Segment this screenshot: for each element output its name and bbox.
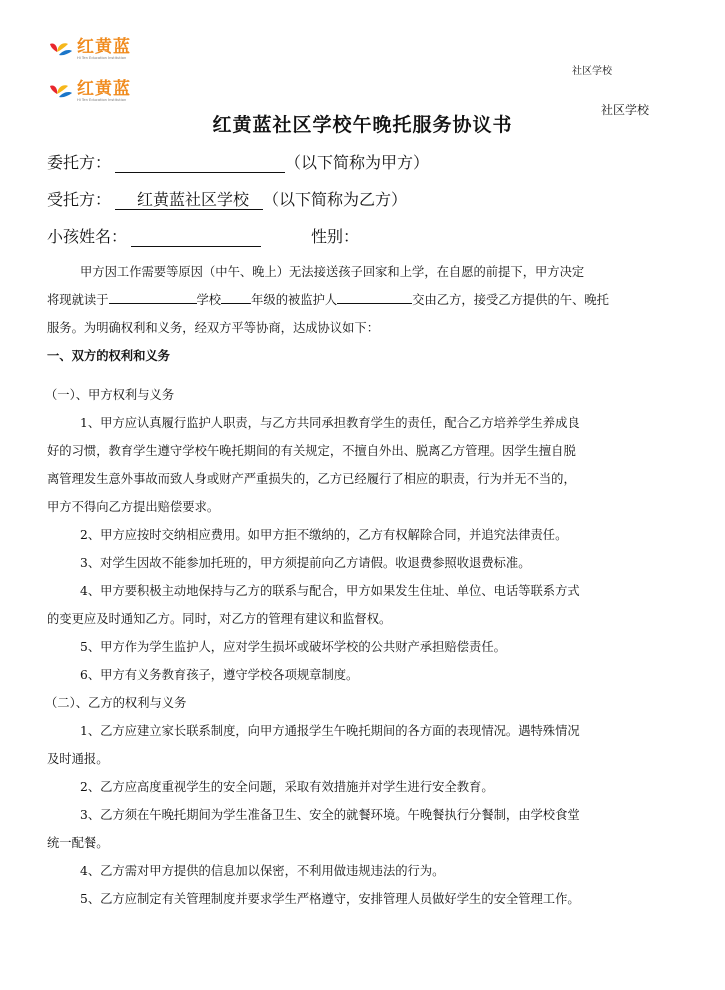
- clause-line: 5、甲方作为学生监护人，应对学生损坏或破坏学校的公共财产承担赔偿责任。: [80, 640, 506, 654]
- clause-line: 1、乙方应建立家长联系制度，向甲方通报学生午晚托期间的各方面的表现情况。遇特殊情况: [80, 724, 580, 738]
- brand-tagline: Hi Ten Education Institution: [77, 98, 127, 103]
- subsection-heading: （一）、甲方权利与义务: [45, 388, 175, 402]
- clause-line: 好的习惯，教育学生遵守学校午晚托期间的有关规定，不擅自外出、脱离乙方管理。因学生擅自脱: [47, 444, 576, 458]
- gender-label: 性别：: [311, 227, 360, 246]
- clause-line: 甲方不得向乙方提出赔偿要求。: [47, 500, 220, 514]
- intro-line: 甲方因工作需要等原因（中午、晚上）无法接送孩子回家和上学，在自愿的前提下，甲方决定: [80, 265, 585, 279]
- clause-line: 统一配餐。: [47, 836, 109, 850]
- school-blank[interactable]: [109, 291, 197, 304]
- brand-mark-icon: [48, 80, 74, 104]
- clause-line: 4、甲方要积极主动地保持与乙方的联系与配合，甲方如果发生住址、单位、电话等联系方式: [80, 584, 580, 598]
- agent-suffix: （以下简称为乙方）: [263, 190, 408, 209]
- clause-line: 离管理发生意外事故而致人身或财产严重损失的，乙方已经履行了相应的职责，行为并无不当的，: [47, 472, 576, 486]
- document-title: 红黄蓝社区学校午晚托服务协议书: [212, 114, 513, 136]
- brand-mark-icon: [48, 38, 74, 62]
- brand-logo-second: [48, 80, 131, 104]
- clause-line: 2、乙方应高度重视学生的安全问题，采取有效措施并对学生进行安全教育。: [80, 780, 494, 794]
- client-blank[interactable]: [115, 156, 285, 173]
- brand-name: 红黄蓝: [77, 79, 131, 100]
- brand-name: 红黄蓝: [77, 37, 131, 58]
- brand-logo-top: [48, 38, 131, 62]
- child-label: 小孩姓名：: [47, 227, 128, 246]
- clause-line: 6、甲方有义务教育孩子，遵守学校各项规章制度。: [80, 668, 359, 682]
- subsection-heading: （二）、乙方的权利与义务: [45, 696, 187, 710]
- intro-line: 服务。为明确权利和义务，经双方平等协商，达成协议如下：: [47, 321, 380, 335]
- clause-line: 3、乙方须在午晚托期间为学生准备卫生、安全的就餐环境。午晚餐执行分餐制，由学校食堂: [80, 808, 580, 822]
- child-name-blank[interactable]: [131, 230, 261, 247]
- clause-line: 及时通报。: [47, 752, 109, 766]
- clause-line: 4、乙方需对甲方提供的信息加以保密，不利用做违规违法的行为。: [80, 864, 445, 878]
- clause-line: 的变更应及时通知乙方。同时，对乙方的管理有建议和监督权。: [47, 612, 392, 626]
- grade-blank[interactable]: [221, 291, 251, 304]
- clause-line: 1、甲方应认真履行监护人职责，与乙方共同承担教育学生的责任，配合乙方培养学生养成良: [80, 416, 580, 430]
- client-suffix: （以下简称为甲方）: [285, 153, 430, 172]
- clause-line: 5、乙方应制定有关管理制度并要求学生严格遵守，安排管理人员做好学生的安全管理工作。: [80, 892, 580, 906]
- child-field: [47, 224, 359, 247]
- clause-line: 3、对学生因故不能参加托班的，甲方须提前向乙方请假。收退费参照收退费标准。: [80, 556, 531, 570]
- ward-blank[interactable]: [337, 291, 412, 304]
- intro-line: 将现就读于 学校 年级的被监护人 交由乙方，接受乙方提供的午、晚托: [47, 293, 609, 307]
- header-label: 社区学校: [572, 66, 612, 77]
- agent-value: 红黄蓝社区学校: [137, 190, 250, 209]
- client-label: 委托方：: [47, 153, 112, 172]
- agent-label: 受托方：: [47, 190, 112, 209]
- client-field: [47, 150, 429, 173]
- section-heading: 一、双方的权利和义务: [47, 348, 170, 363]
- agent-field: [47, 187, 407, 210]
- clause-line: 2、甲方应按时交纳相应费用。如甲方拒不缴纳的，乙方有权解除合同，并追究法律责任。: [80, 528, 568, 542]
- header-label: 社区学校: [601, 103, 650, 117]
- brand-tagline: Hi Ten Education Institution: [77, 56, 127, 61]
